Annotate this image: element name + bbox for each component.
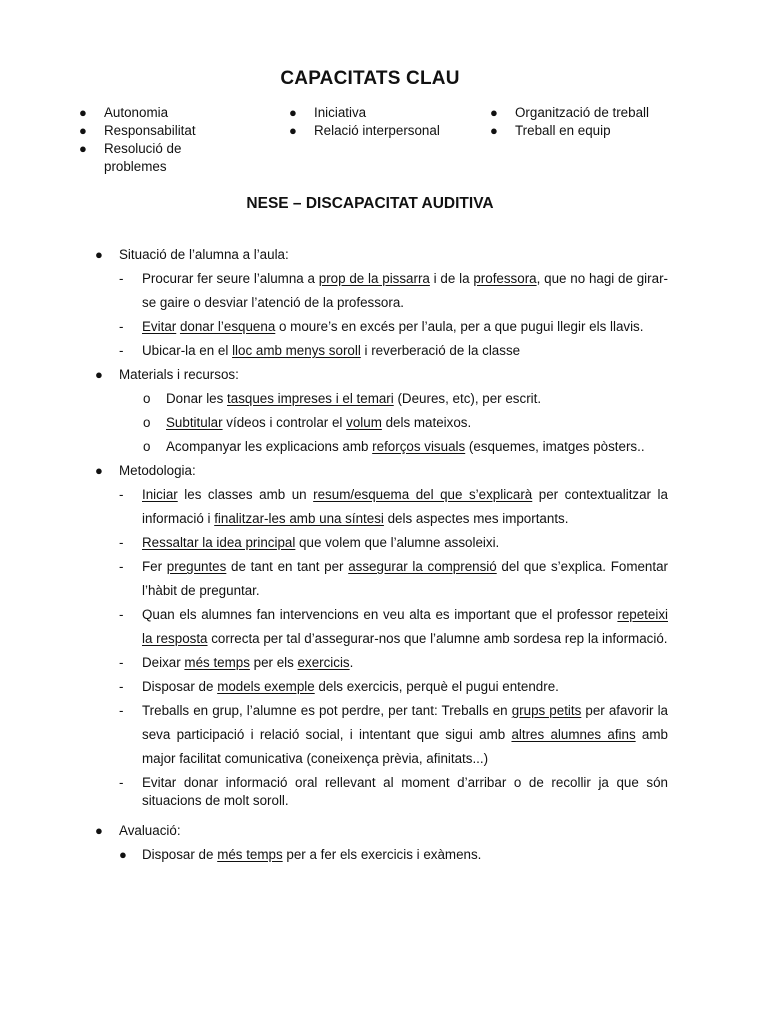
list-item: - Evitar donar l’esquena o moure’s en excés per l’aula, per a que pugui llegir els llavis. <box>119 315 668 339</box>
bullet-icon: ● <box>95 367 103 382</box>
section-avaluacio <box>95 819 668 867</box>
bullet-icon: ● <box>289 105 297 120</box>
list-item: ● Disposar de més temps per a fer els exercicis i exàmens. <box>119 843 668 867</box>
list-item: ● Autonomia <box>79 105 169 120</box>
dash-icon: - <box>119 655 124 670</box>
list-item: - Ressaltar la idea principal que volem que l’alumne assoleixi. <box>119 531 668 555</box>
dash-icon: - <box>119 775 124 790</box>
list-item: - Iniciar les classes amb un resum/esquema del que s’explicarà per contextualitzar la informació i finalitzar-les amb una síntesi dels aspectes mes importants. <box>119 483 668 531</box>
bullet-icon: ● <box>79 105 87 120</box>
list-item: o Donar les tasques impreses i el temari (Deures, etc), per escrit. <box>119 387 668 411</box>
list-item: - Quan els alumnes fan intervencions en veu alta es important que el professor repeteixi la resposta correcta per tal d’assegurar-nos que l’alumne amb sordesa rep la informació. <box>119 603 668 651</box>
circle-bullet-icon: o <box>143 415 151 430</box>
sublist <box>119 267 668 363</box>
bullet-icon: ● <box>490 123 498 138</box>
section-title: Materials i recursos: <box>119 367 239 382</box>
page-title: CAPACITATS CLAU <box>280 68 460 89</box>
list-item: - Treballs en grup, l’alumne es pot perdre, per tant: Treballs en grups petits per afavorir la seva participació i relació social, i intentant que sigui amb altres alumnes afins amb major facilitat comunicativa (coneixença prèvia, afinitats...) <box>119 699 668 771</box>
dash-icon: - <box>119 271 124 286</box>
bullet-icon: ● <box>79 123 87 138</box>
dash-icon: - <box>119 607 124 622</box>
bullet-icon: ● <box>95 463 103 478</box>
bullet-icon: ● <box>119 847 127 862</box>
sublist <box>119 387 668 459</box>
section-heading: NESE – DISCAPACITAT AUDITIVA <box>246 195 494 212</box>
list-item: - Disposar de models exemple dels exercicis, perquè el pugui entendre. <box>119 675 668 699</box>
bullet-icon: ● <box>289 123 297 138</box>
list-item: ● Resolució de problemes <box>79 141 182 174</box>
dash-icon: - <box>119 343 124 358</box>
capacitats-column-2 <box>289 104 469 140</box>
capacitats-column-3 <box>490 104 680 140</box>
sublist <box>119 843 668 867</box>
list-item: o Acompanyar les explicacions amb reforços visuals (esquemes, imatges pòsters.. <box>119 435 668 459</box>
section-metodologia <box>95 459 668 813</box>
section-title: Metodologia: <box>119 463 196 478</box>
dash-icon: - <box>119 535 124 550</box>
list-item: - Procurar fer seure l’alumna a prop de la pissarra i de la professora, que no hagi de girar-se gaire o desviar l’atenció de la professora. <box>119 267 668 315</box>
dash-icon: - <box>119 559 124 574</box>
bullet-icon: ● <box>79 141 87 156</box>
sublist <box>119 483 668 813</box>
list-item: - Deixar més temps per els exercicis. <box>119 651 668 675</box>
list-item: - Ubicar-la en el lloc amb menys soroll i reverberació de la classe <box>119 339 668 363</box>
bullet-icon: ● <box>95 823 103 838</box>
list-item: - Fer preguntes de tant en tant per assegurar la comprensió del que s’explica. Fomentar l’hàbit de preguntar. <box>119 555 668 603</box>
document-body <box>95 243 668 867</box>
dash-icon: - <box>119 679 124 694</box>
section-materials <box>95 363 668 459</box>
list-item: ● Relació interpersonal <box>289 123 440 138</box>
dash-icon: - <box>119 703 124 718</box>
section-title: Situació de l’alumna a l’aula: <box>119 247 289 262</box>
list-item: ● Responsabilitat <box>79 123 196 138</box>
dash-icon: - <box>119 487 124 502</box>
list-item: ● Treball en equip <box>490 123 611 138</box>
section-situacio <box>95 243 668 363</box>
bullet-icon: ● <box>490 105 498 120</box>
list-item: - Evitar donar informació oral rellevant al moment d’arribar o de recollir ja que són situacions de molt soroll. <box>119 775 668 808</box>
capacitats-column-1 <box>79 104 229 176</box>
list-item: o Subtitular vídeos i controlar el volum dels mateixos. <box>119 411 668 435</box>
section-title: Avaluació: <box>119 823 181 838</box>
circle-bullet-icon: o <box>143 391 151 406</box>
list-item: ● Iniciativa <box>289 105 367 120</box>
bullet-icon: ● <box>95 247 103 262</box>
dash-icon: - <box>119 319 124 334</box>
circle-bullet-icon: o <box>143 439 151 454</box>
list-item: ● Organització de treball <box>490 105 649 120</box>
